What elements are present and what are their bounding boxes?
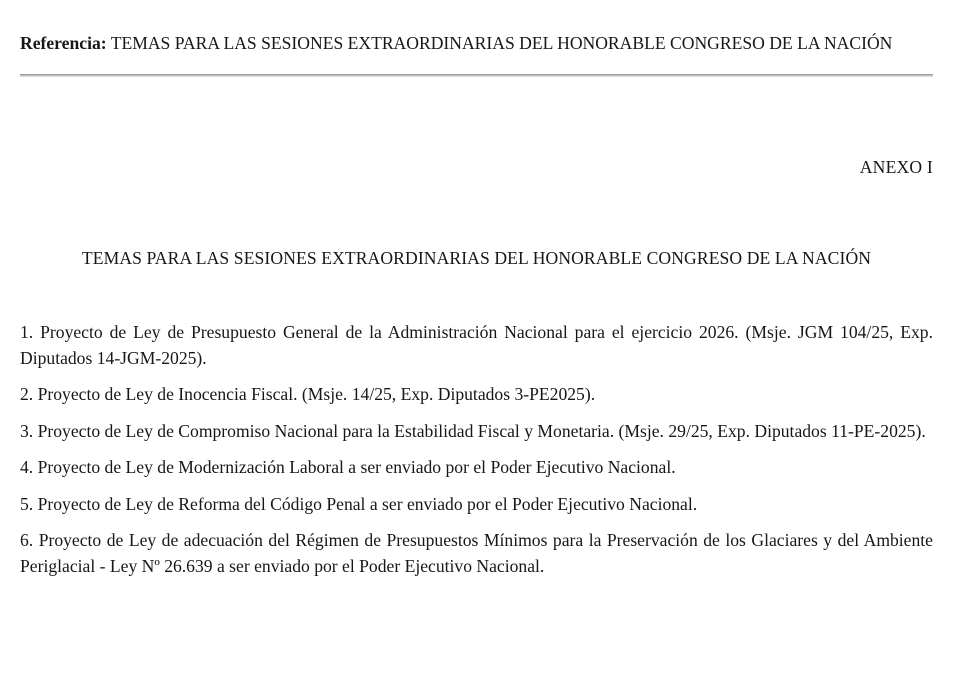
header-divider bbox=[20, 74, 933, 77]
list-item: 3. Proyecto de Ley de Compromiso Nacional para la Estabilidad Fiscal y Monetaria. (Msje. 29/25, Exp. Diputados 11-PE-2025). bbox=[20, 420, 926, 441]
reference-label: Referencia: bbox=[20, 32, 107, 53]
annex-label: ANEXO I bbox=[859, 156, 933, 177]
reference-line bbox=[20, 31, 933, 57]
document-title: TEMAS PARA LAS SESIONES EXTRAORDINARIAS DEL HONORABLE CONGRESO DE LA NACIÓN bbox=[81, 247, 872, 268]
list-item: 4. Proyecto de Ley de Modernización Laboral a ser enviado por el Poder Ejecutivo Nacional. bbox=[20, 457, 676, 477]
reference-text: TEMAS PARA LAS SESIONES EXTRAORDINARIAS DEL HONORABLE CONGRESO DE LA NACIÓN bbox=[106, 32, 893, 53]
topics-list bbox=[20, 320, 933, 579]
list-item: 1. Proyecto de Ley de Presupuesto General de la Administración Nacional para el ejercicio 2026. (Msje. JGM 104/25, Exp. Diputados 14-JGM-2025). bbox=[20, 322, 933, 368]
list-item: 6. Proyecto de Ley de adecuación del Régimen de Presupuestos Mínimos para la Preservación de los Glaciares y del Ambiente Periglacial - Ley Nº 26.639 a ser enviado por el Poder Ejecutivo Nacional. bbox=[20, 530, 933, 576]
list-item: 5. Proyecto de Ley de Reforma del Código Penal a ser enviado por el Poder Ejecutivo Nacional. bbox=[20, 493, 698, 514]
list-item: 2. Proyecto de Ley de Inocencia Fiscal. (Msje. 14/25, Exp. Diputados 3-PE2025). bbox=[20, 384, 596, 404]
